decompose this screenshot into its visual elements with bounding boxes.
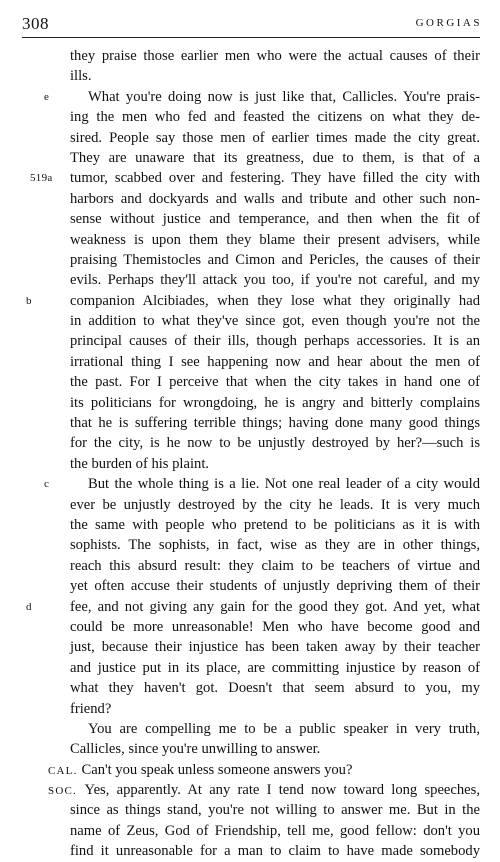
line-text: name of Zeus, God of Friendship, tell me, good fellow: don't you — [70, 822, 480, 839]
text-line — [70, 270, 480, 290]
line-text: fee, and not giving any gain for the good they got. And yet, what — [70, 598, 480, 615]
text-line — [70, 413, 480, 433]
line-text: evils. Perhaps they'll attack you too, if you're not careful, and my — [70, 272, 480, 289]
speaker-label: CAL. — [48, 764, 82, 777]
text-line — [48, 780, 480, 800]
stephanus-marker: e — [44, 90, 50, 103]
text-line — [70, 352, 480, 372]
text-line — [70, 821, 480, 841]
text-line — [70, 230, 480, 250]
header-rule — [22, 37, 480, 38]
line-text: irrational thing I see happening now and hear about the men of — [70, 353, 480, 370]
line-text: ills. — [70, 68, 92, 85]
text-line — [70, 250, 480, 270]
line-text: ever be unjustly destroyed by the city he leads. It is very much — [70, 496, 480, 513]
stephanus-marker: c — [44, 478, 50, 491]
text-line — [70, 658, 480, 678]
line-text: what they haven't got. Doesn't that seem absurd to you, my — [70, 680, 480, 697]
text-line — [70, 699, 480, 719]
text-line — [70, 454, 480, 474]
text-line — [70, 617, 480, 637]
line-text: Can't you speak unless someone answers you? — [81, 761, 353, 778]
running-head: GORGIAS — [415, 17, 482, 29]
line-text: that he is suffering terrible things; having done many good things — [70, 415, 480, 432]
text-line — [70, 556, 480, 576]
text-line — [70, 841, 480, 861]
text-line — [44, 87, 480, 107]
line-text: companion Alcibiades, when they lose what they originally had — [70, 292, 480, 309]
line-text: sired. People say those men of earlier times made the city great. — [70, 129, 480, 146]
text-line — [70, 576, 480, 596]
line-text: the burden of his plaint. — [70, 455, 210, 472]
line-text: find it unreasonable for a man to claim to have made somebody — [70, 843, 480, 860]
line-text: sophists. The sophists, in fact, wise as they are in other things, — [70, 537, 480, 554]
body-text — [0, 46, 500, 862]
line-text: yet often accuse their students of unjustly depriving them of their — [70, 578, 480, 595]
line-text: they praise those earlier men who were the actual causes of their — [70, 48, 480, 64]
text-line — [70, 515, 480, 535]
text-line — [70, 678, 480, 698]
line-text: the same with people who pretend to be politicians as it is with — [70, 516, 480, 533]
line-text: tumor, scabbed over and festering. They have filled the city with — [70, 170, 480, 187]
line-text: its politicians for wrongdoing, he is angry and bitterly complains — [70, 394, 480, 411]
text-line — [70, 66, 480, 86]
text-line — [70, 107, 480, 127]
text-line — [70, 800, 480, 820]
text-line — [26, 597, 480, 617]
line-text: reach this absurd result: they claim to be teachers of virtue and — [70, 557, 480, 574]
line-text: Yes, apparently. At any rate I tend now toward long speeches, — [84, 782, 480, 799]
text-line — [70, 311, 480, 331]
line-text: sense without justice and temperance, and then when the fit of — [70, 211, 480, 228]
line-text: But the whole thing is a lie. Not one real leader of a city would — [88, 476, 480, 493]
speaker-label: SOC. — [48, 785, 85, 798]
line-text: and justice put in its place, are committing injustice by reason of — [70, 659, 480, 676]
line-text: weakness is upon them they blame their present advisers, while — [70, 231, 480, 248]
line-text: for the city, is he now to be unjustly destroyed by her?—such is — [70, 435, 480, 452]
line-text: just, because their injustice has been taken away by their teacher — [70, 639, 480, 656]
line-text: since as things stand, you're not willing to answer me. But in the — [70, 802, 480, 819]
text-line — [70, 209, 480, 229]
text-line — [70, 372, 480, 392]
line-text: What you're doing now is just like that, Callicles. You're prais- — [88, 88, 480, 105]
text-line — [70, 495, 480, 515]
line-text: harbors and dockyards and walls and tribute and other such non- — [70, 190, 480, 207]
text-line — [70, 148, 480, 168]
page-number: 308 — [22, 14, 49, 33]
line-text: They are unaware that its greatness, due to them, is that of a — [70, 149, 480, 166]
text-line — [70, 393, 480, 413]
text-line — [70, 637, 480, 657]
line-text: ing the men who fed and feasted the citizens on what they de- — [70, 109, 480, 126]
text-line — [70, 128, 480, 148]
line-text: principal causes of their ills, though perhaps accessories. It is an — [70, 333, 480, 350]
stephanus-marker: b — [26, 294, 32, 307]
line-text: the past. For I perceive that when the city takes in hand one of — [70, 374, 480, 391]
text-line — [30, 168, 480, 188]
line-text: could be more unreasonable! Men who have become good and — [70, 618, 480, 635]
text-line — [70, 433, 480, 453]
text-line — [88, 719, 480, 739]
text-line — [26, 291, 480, 311]
text-line — [70, 535, 480, 555]
text-line — [70, 739, 480, 759]
line-text: You are compelling me to be a public speaker in very truth, — [88, 720, 480, 737]
text-line — [70, 46, 480, 66]
page-header — [0, 0, 500, 44]
line-text: praising Themistocles and Cimon and Pericles, the causes of their — [70, 251, 480, 268]
line-text: Callicles, since you're unwilling to answer. — [70, 741, 321, 758]
stephanus-marker: d — [26, 600, 32, 613]
line-text: friend? — [70, 700, 112, 717]
text-line — [70, 331, 480, 351]
stephanus-marker: 519a — [30, 172, 53, 185]
text-line — [70, 189, 480, 209]
line-text: in addition to what they've since got, even though you're not the — [70, 313, 480, 330]
text-line — [44, 474, 480, 494]
